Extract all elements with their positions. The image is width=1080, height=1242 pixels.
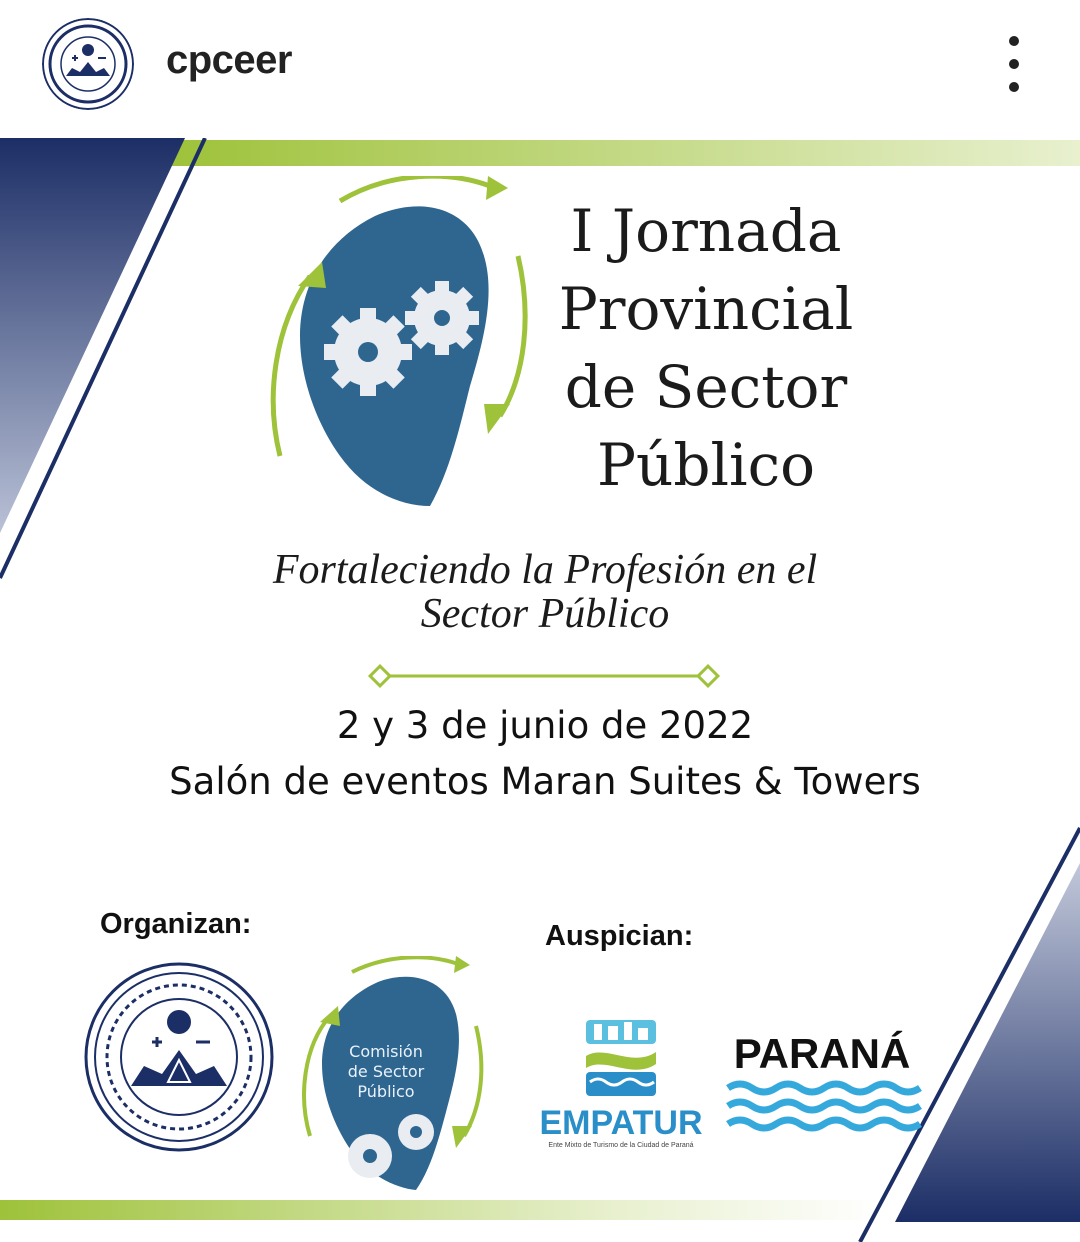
profile-avatar[interactable]: [42, 18, 134, 110]
decorative-divider: [364, 664, 724, 688]
seal-logo-icon: [84, 962, 274, 1152]
empatur-emblem-icon: [582, 1016, 662, 1098]
username[interactable]: cpceer: [166, 38, 292, 82]
tagline-line-2: Sector Público: [420, 591, 670, 637]
commission-label-line-2: de Sector: [347, 1062, 425, 1081]
more-vertical-icon: [1009, 36, 1019, 46]
event-title-line-4: Público: [596, 431, 815, 499]
parana-name: PARANÁ: [733, 1030, 911, 1077]
empatur-subtitle: Ente Mixto de Turismo de la Ciudad de Paraná: [548, 1142, 694, 1149]
event-title-line-2: Provincial: [558, 275, 854, 343]
organizers-label: Organizan:: [100, 908, 252, 940]
commission-label-line-3: Público: [357, 1082, 415, 1101]
seal-logo-icon: [42, 18, 134, 110]
post-header: [0, 0, 1080, 138]
tagline-line-1: Fortaleciendo la Profesión en el: [272, 547, 818, 593]
event-date: 2 y 3 de junio de 2022: [336, 704, 754, 747]
event-title-line-1: I Jornada: [570, 197, 842, 265]
commission-label-line-1: Comisión: [349, 1042, 423, 1061]
sponsors-label: Auspician:: [545, 920, 694, 952]
commission-sector-publico-logo: [300, 956, 490, 1196]
event-title-line-3: de Sector: [564, 353, 848, 421]
council-seal-logo: [84, 962, 274, 1152]
empatur-name: EMPATUR: [539, 1104, 703, 1142]
post-image: [0, 138, 1080, 1242]
empatur-logo: [536, 1014, 706, 1154]
event-venue: Salón de eventos Maran Suites & Towers: [169, 760, 921, 803]
more-options-button[interactable]: [996, 36, 1032, 92]
parana-logo: [722, 1030, 922, 1140]
waves-icon: [722, 1080, 922, 1140]
sector-publico-map-logo: [270, 176, 530, 516]
